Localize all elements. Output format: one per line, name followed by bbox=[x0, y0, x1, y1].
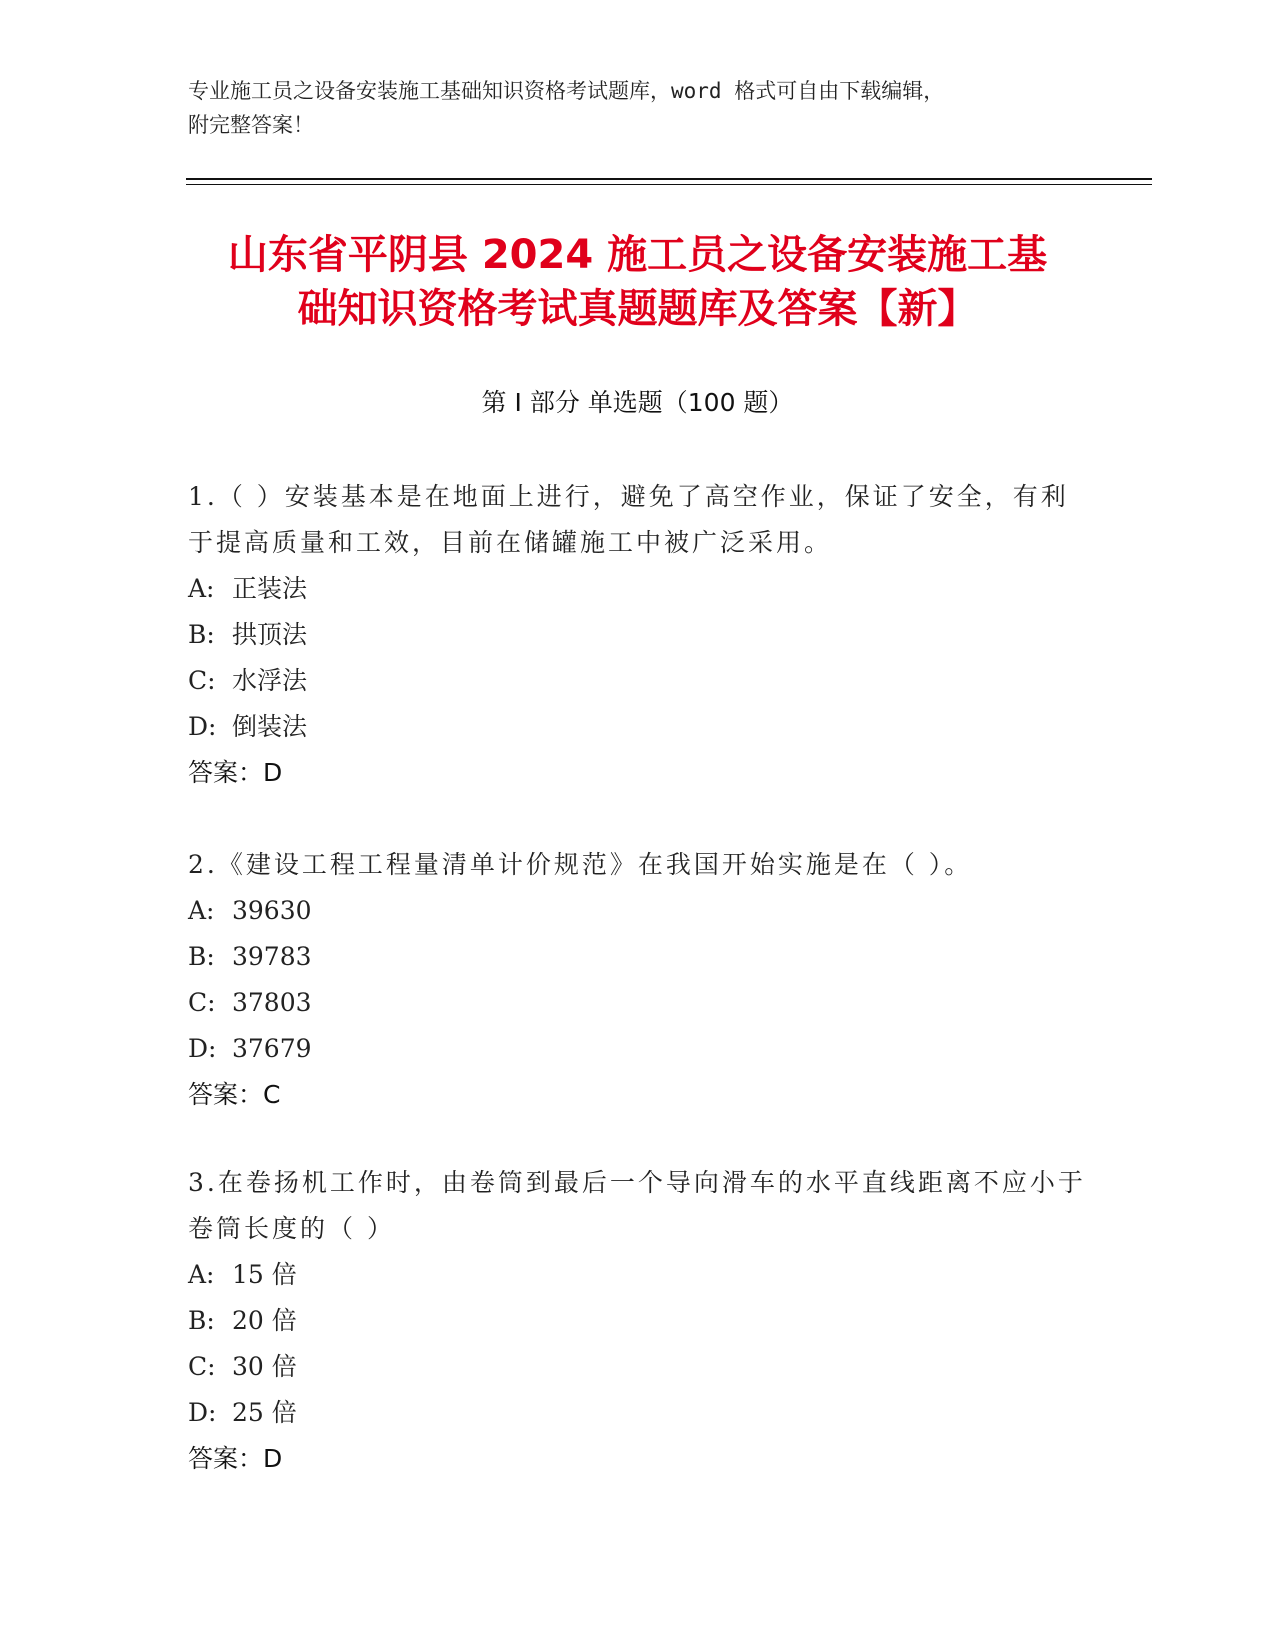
option-letter: B: bbox=[188, 942, 215, 971]
answer-line: 答案：C bbox=[188, 1080, 281, 1109]
option-text: 正装法 bbox=[232, 574, 308, 603]
option-letter: D: bbox=[188, 712, 217, 741]
question-item bbox=[188, 1160, 1088, 1482]
option-b bbox=[188, 934, 1088, 980]
option-letter: A: bbox=[188, 1260, 215, 1289]
option-letter: B: bbox=[188, 620, 215, 649]
question-item bbox=[188, 842, 1088, 1118]
header-divider-thin bbox=[186, 184, 1152, 185]
option-text: 30 倍 bbox=[232, 1352, 297, 1381]
question-text: 3.在卷扬机工作时，由卷筒到最后一个导向滑车的水平直线距离不应小于卷筒长度的（ ） bbox=[188, 1168, 1086, 1243]
option-a bbox=[188, 1252, 1088, 1298]
header-note-line1: 专业施工员之设备安装施工基础知识资格考试题库，word 格式可自由下载编辑， bbox=[188, 79, 945, 103]
option-text: 25 倍 bbox=[232, 1398, 297, 1427]
option-text: 水浮法 bbox=[232, 666, 308, 695]
option-text: 拱顶法 bbox=[232, 620, 308, 649]
option-b bbox=[188, 1298, 1088, 1344]
option-letter: C: bbox=[188, 988, 216, 1017]
option-letter: D: bbox=[188, 1034, 217, 1063]
document-title bbox=[160, 228, 1115, 336]
option-letter: C: bbox=[188, 1352, 216, 1381]
section-heading: 第 I 部分 单选题（100 题） bbox=[481, 388, 794, 417]
document-title-line2: 础知识资格考试真题题库及答案【新】 bbox=[297, 286, 978, 332]
option-text: 39783 bbox=[232, 942, 312, 971]
option-d bbox=[188, 704, 1088, 750]
header-divider-thick bbox=[186, 178, 1152, 180]
document-title-line1: 山东省平阴县 2024 施工员之设备安装施工基 bbox=[227, 232, 1048, 278]
option-a bbox=[188, 888, 1088, 934]
option-b bbox=[188, 612, 1088, 658]
option-letter: B: bbox=[188, 1306, 215, 1335]
answer-line: 答案：D bbox=[188, 1444, 283, 1473]
header-note bbox=[188, 74, 1088, 142]
option-a bbox=[188, 566, 1088, 612]
option-d bbox=[188, 1026, 1088, 1072]
question-text: 2.《建设工程工程量清单计价规范》在我国开始实施是在（ ）。 bbox=[188, 850, 973, 879]
option-c bbox=[188, 980, 1088, 1026]
option-c bbox=[188, 1344, 1088, 1390]
option-d bbox=[188, 1390, 1088, 1436]
option-text: 37803 bbox=[232, 988, 312, 1017]
option-letter: C: bbox=[188, 666, 216, 695]
option-c bbox=[188, 658, 1088, 704]
question-text: 1.（ ）安装基本是在地面上进行，避免了高空作业，保证了安全，有利于提高质量和工效，目前在储罐施工中被广泛采用。 bbox=[188, 482, 1069, 557]
option-letter: A: bbox=[188, 574, 215, 603]
option-letter: D: bbox=[188, 1398, 217, 1427]
option-text: 39630 bbox=[232, 896, 312, 925]
option-text: 20 倍 bbox=[232, 1306, 297, 1335]
option-text: 倒装法 bbox=[232, 712, 308, 741]
answer-line: 答案：D bbox=[188, 758, 283, 787]
option-letter: A: bbox=[188, 896, 215, 925]
option-text: 37679 bbox=[232, 1034, 312, 1063]
option-text: 15 倍 bbox=[232, 1260, 297, 1289]
question-item bbox=[188, 474, 1088, 796]
header-note-line2: 附完整答案！ bbox=[188, 113, 314, 137]
